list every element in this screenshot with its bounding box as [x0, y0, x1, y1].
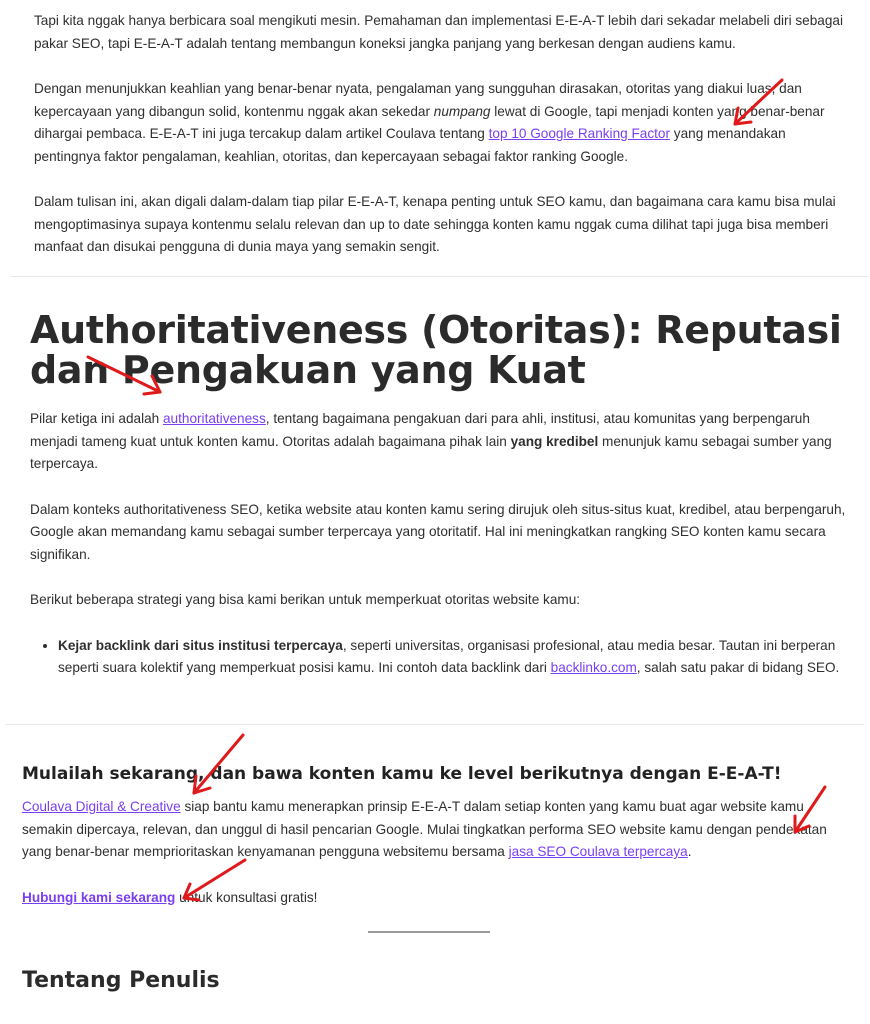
intro-p2-text-b: lewat di Google, tapi menjadi konten yang benar-benar dihargai pembaca. E-E-A-T ini juga tercakup dalam artikel Coulava tentang: [34, 103, 825, 141]
jasa-seo-link[interactable]: jasa SEO Coulava terpercaya: [508, 844, 688, 859]
cta-p1-text-b: .: [687, 844, 692, 859]
backlinko-link[interactable]: backlinko.com: [550, 660, 637, 675]
intro-section: [34, 10, 846, 282]
section-divider-2: [6, 724, 864, 725]
authority-p1-text-b: , tentang bagaimana pengakuan dari para ahli, institusi, atau komunitas yang berpengaruh menjadi tameng kuat untuk konten kamu. Otoritas adalah bagaimana pihak lain: [30, 411, 810, 449]
intro-paragraph-3: Dalam tulisan ini, akan digali dalam-dalam tiap pilar E-E-A-T, kenapa penting untuk SEO kamu, dan bagaimana cara kamu bisa mulai mengoptimasinya supaya kontenmu selalu relevan dan up to date sehingga konten kamu nggak cuma dilihat tapi juga bisa memberi manfaat dan disukai pengguna di dunia maya yang semakin sengit.: [34, 194, 836, 254]
intro-paragraph-2: [34, 78, 846, 168]
author-heading: Tentang Penulis: [22, 968, 220, 993]
author-separator: [368, 931, 490, 933]
cta-paragraph-1: [22, 796, 846, 864]
cta-heading: Mulailah sekarang, dan bawa konten kamu ke level berikutnya dengan E-E-A-T!: [22, 764, 782, 784]
cta-p2-text: untuk konsultasi gratis!: [175, 889, 318, 905]
contact-us-link[interactable]: Hubungi kami sekarang: [22, 889, 176, 905]
intro-p2-emphasis: numpang: [433, 103, 491, 119]
intro-p2-text-a: Dengan menunjukkan keahlian yang benar-benar nyata, pengalaman yang sungguhan dirasakan, otoritas yang diakui luas, dan kepercayaan yang dibangun solid, kontenmu nggak akan sekedar: [34, 81, 802, 119]
intro-paragraph-1: Tapi kita nggak hanya berbicara soal mengikuti mesin. Pemahaman dan implementasi E-E-A-T lebih dari sekadar melabeli diri sebagai pakar SEO, tapi E-E-A-T adalah tentang membangun koneksi jangka panjang yang berkesan dengan audiens kamu.: [34, 13, 843, 51]
authority-paragraph-3: Berikut beberapa strategi yang bisa kami berikan untuk memperkuat otoritas website kamu:: [30, 592, 581, 607]
cta-section: [22, 796, 846, 932]
strategy-list: [30, 635, 846, 680]
list-item-strong: Kejar backlink dari situs institusi terpercaya: [58, 637, 343, 653]
list-item: [58, 635, 846, 680]
intro-p2-text-c: yang menandakan pentingnya faktor pengalaman, keahlian, otoritas, dan kepercayaan sebagai faktor ranking Google.: [34, 126, 786, 164]
coulava-digital-link[interactable]: Coulava Digital & Creative: [22, 799, 181, 814]
section-divider-1: [10, 276, 868, 277]
authority-paragraph-2: Dalam konteks authoritativeness SEO, ketika website atau konten kamu sering dirujuk oleh situs-situs kuat, kredibel, atau berpengaruh, Google akan memandang kamu sebagai sumber terpercaya yang otoritatif. Hal ini meningkatkan rangking SEO konten kamu secara signifikan.: [30, 501, 846, 562]
authority-p1-text-c: menunjuk kamu sebagai sumber yang terpercaya.: [30, 433, 832, 471]
authority-heading: Authoritativeness (Otoritas): Reputasi dan Pengakuan yang Kuat: [30, 308, 842, 392]
authority-paragraph-1: [30, 408, 846, 476]
list-item-text-a: , seperti universitas, organisasi profesional, atau media besar. Tautan ini berperan seperti suara kolektif yang memperkuat posisi kamu. Ini contoh data backlink dari: [58, 637, 836, 675]
ranking-factor-link[interactable]: top 10 Google Ranking Factor: [488, 126, 670, 141]
authoritativeness-link[interactable]: authoritativeness: [163, 411, 266, 426]
cta-p1-text-a: siap bantu kamu menerapkan prinsip E-E-A-T dalam setiap konten yang kamu buat agar website kamu semakin dipercaya, relevan, dan unggul di hasil pencarian Google. Mulai tingkatkan performa SEO website kamu dengan pendekatan yang benar-benar memprioritaskan kenyamanan pengguna websitemu bersama: [22, 799, 827, 859]
authority-p1-strong: yang kredibel: [510, 433, 599, 449]
authority-p1-text-a: Pilar ketiga ini adalah: [30, 411, 163, 426]
list-item-text-b: , salah satu pakar di bidang SEO.: [636, 660, 840, 675]
authority-section: [30, 408, 846, 680]
cta-paragraph-2: [22, 887, 846, 910]
